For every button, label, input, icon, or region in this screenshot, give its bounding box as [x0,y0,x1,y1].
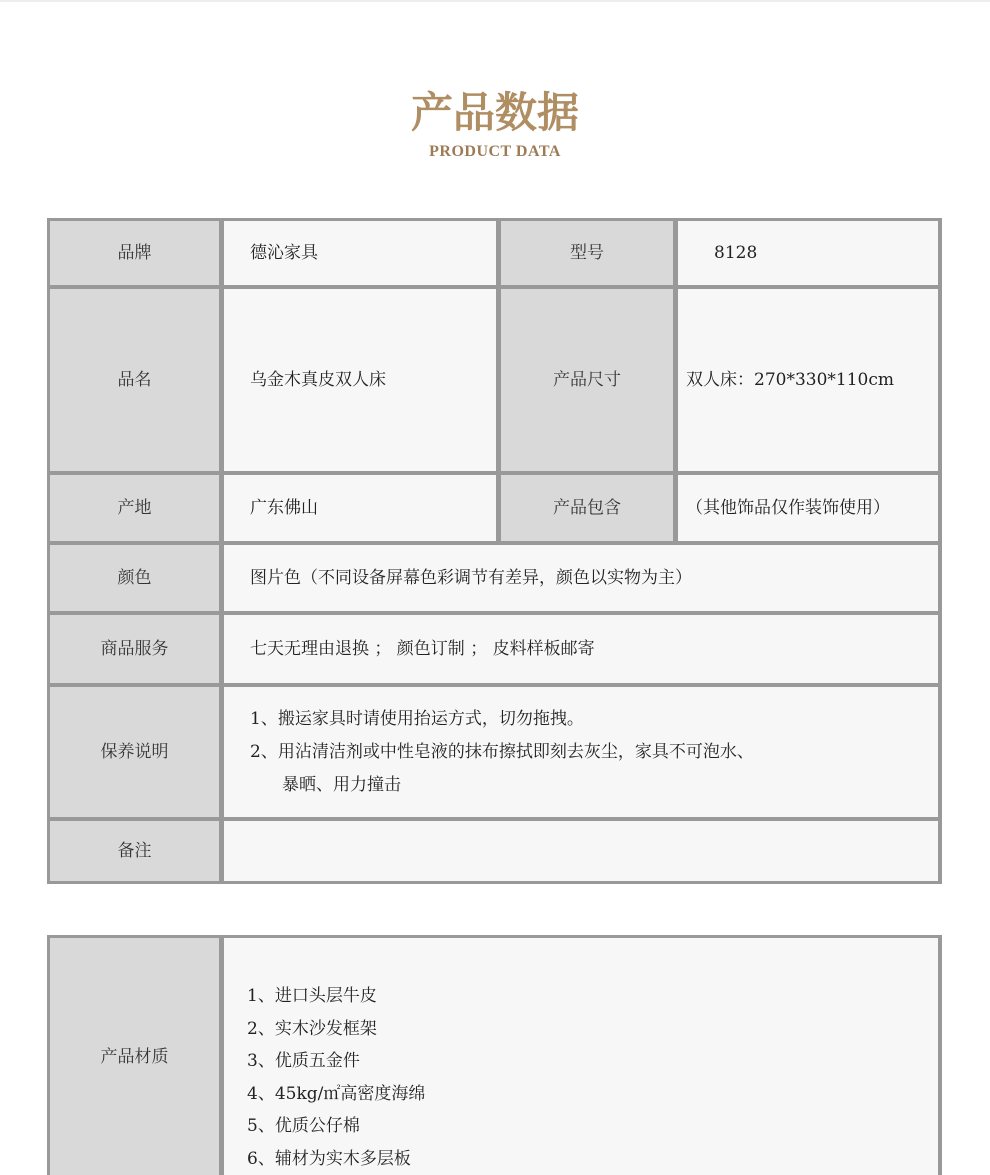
heading-title-en: PRODUCT DATA [0,142,990,162]
size-label: 产品尺寸 [501,289,673,471]
model-value: 8128 [678,221,938,285]
care-value [224,687,938,817]
material-item: 4、45kg/㎡高密度海绵 [247,1078,938,1111]
color-label: 颜色 [50,545,219,611]
origin-value: 广东佛山 [224,475,496,541]
section-heading [0,86,990,162]
size-value: 双人床：270*330*110cm [678,289,938,471]
note-label: 备注 [50,821,219,881]
service-value: 七天无理由退换 ； 颜色订制 ； 皮料样板邮寄 [224,615,938,683]
brand-value: 德沁家具 [224,221,496,285]
material-item: 1、进口头层牛皮 [247,980,938,1013]
material-table [47,935,942,1175]
note-value [224,821,938,881]
brand-label: 品牌 [50,221,219,285]
material-item: 3、优质五金件 [247,1045,938,1078]
material-item: 6、辅材为实木多层板 [247,1143,938,1175]
top-divider [0,0,990,2]
includes-label: 产品包含 [501,475,673,541]
care-line-1: 1、搬运家具时请使用抬运方式，切勿拖拽。 [250,703,584,736]
product-spec-table [47,218,942,884]
name-label: 品名 [50,289,219,471]
care-label: 保养说明 [50,687,219,817]
heading-title-cn: 产品数据 [0,86,990,140]
includes-value: （其他饰品仅作装饰使用） [678,475,938,541]
name-value: 乌金木真皮双人床 [224,289,496,471]
care-line-2: 2、用沾清洁剂或中性皂液的抹布擦拭即刻去灰尘，家具不可泡水、 [250,736,754,769]
service-label: 商品服务 [50,615,219,683]
material-list [224,938,938,1175]
material-item: 5、优质公仔棉 [247,1110,938,1143]
origin-label: 产地 [50,475,219,541]
material-item: 2、实木沙发框架 [247,1013,938,1046]
model-label: 型号 [501,221,673,285]
color-value: 图片色（不同设备屏幕色彩调节有差异，颜色以实物为主） [224,545,938,611]
care-line-3: 暴晒、用力撞击 [250,769,401,802]
material-label: 产品材质 [50,938,219,1175]
